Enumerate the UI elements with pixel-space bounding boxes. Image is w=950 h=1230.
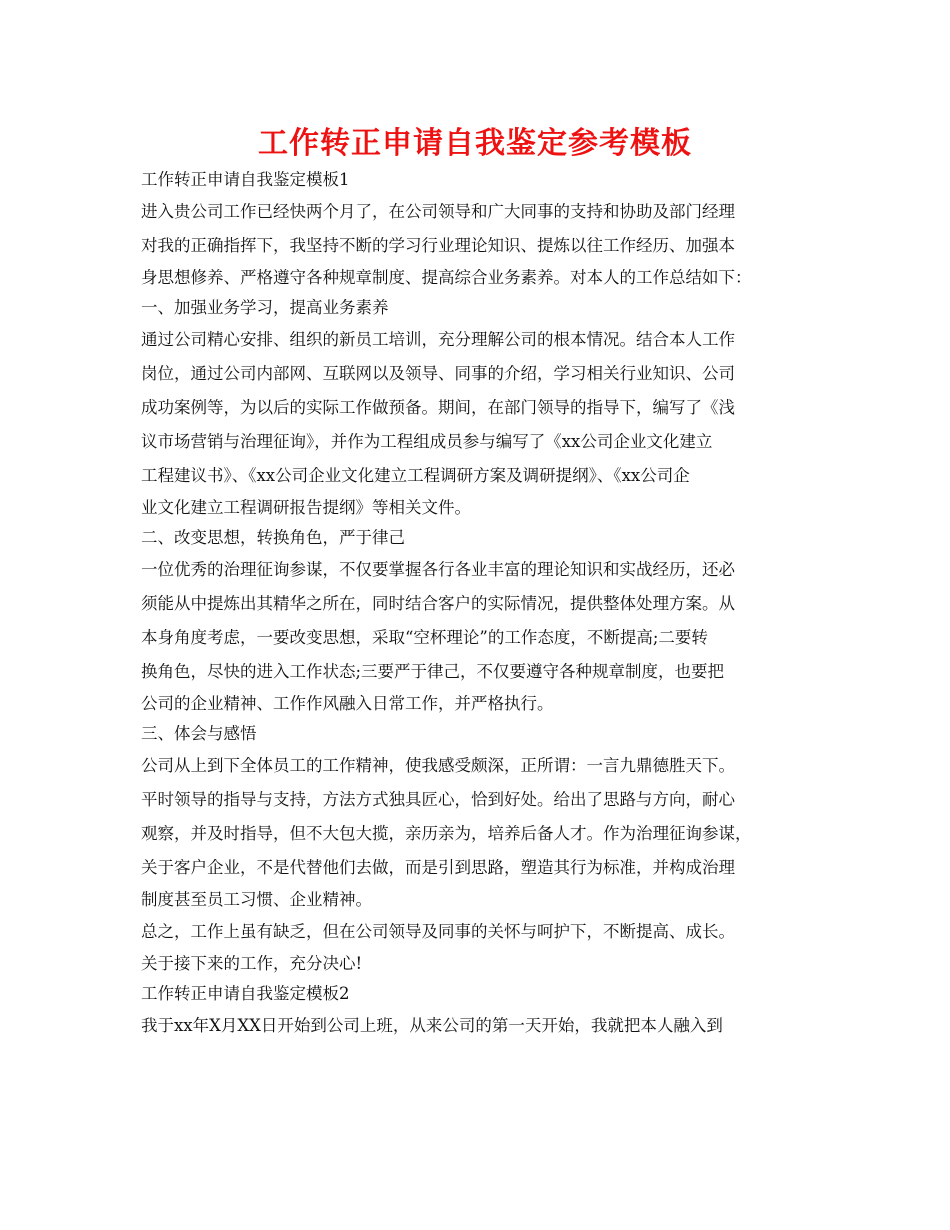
subheading-1: 一、加强业务学习，提高业务素养 [141, 298, 389, 317]
document-body [141, 165, 831, 1043]
paragraph-line: 关于客户企业，不是代替他们去做，而是引到思路，塑造其行为标准，并构成治理 [141, 858, 735, 877]
paragraph-line: 业文化建立工程调研报告提纲》等相关文件。 [141, 498, 471, 517]
section-heading-template-2: 工作转正申请自我鉴定模板2 [141, 984, 350, 1003]
paragraph-line: 工程建议书》、《xx公司企业文化建立工程调研方案及调研提纲》、《xx公司企 [141, 466, 690, 485]
paragraph-line: 成功案例等，为以后的实际工作做预备。期间，在部门领导的指导下，编写了《浅 [141, 398, 735, 417]
paragraph-line: 公司的企业精神、工作作风融入日常工作，并严格执行。 [141, 694, 554, 713]
paragraph-line: 我于xx年X月XX日开始到公司上班，从来公司的第一天开始，我就把本人融入到 [141, 1016, 723, 1035]
paragraph-line: 总之，工作上虽有缺乏，但在公司领导及同事的关怀与呵护下，不断提高、成长。 [141, 922, 735, 941]
paragraph-line: 对我的正确指挥下，我坚持不断的学习行业理论知识、提炼以往工作经历、加强本 [141, 236, 735, 255]
paragraph-line: 议市场营销与治理征询》，并作为工程组成员参与编写了《xx公司企业文化建立 [141, 432, 713, 451]
section-heading-template-1: 工作转正申请自我鉴定模板1 [141, 170, 350, 189]
paragraph-line: 岗位，通过公司内部网、互联网以及领导、同事的介绍，学习相关行业知识、公司 [141, 364, 735, 383]
paragraph-line: 制度甚至员工习惯、企业精神。 [141, 890, 372, 909]
paragraph-line: 一位优秀的治理征询参谋，不仅要掌握各行各业丰富的理论知识和实战经历，还必 [141, 560, 735, 579]
subheading-3: 三、体会与感悟 [141, 724, 257, 743]
subheading-2: 二、改变思想，转换角色，严于律己 [141, 528, 405, 547]
paragraph-line: 须能从中提炼出其精华之所在，同时结合客户的实际情况，提供整体处理方案。从 [141, 594, 735, 613]
paragraph-line: 本身角度考虑，一要改变思想，采取“空杯理论”的工作态度，不断提高;二要转 [141, 628, 708, 647]
paragraph-line: 进入贵公司工作已经快两个月了，在公司领导和广大同事的支持和协助及部门经理 [141, 202, 735, 221]
paragraph-line: 观察，并及时指导，但不大包大揽，亲历亲为，培养后备人才。作为治理征询参谋， [141, 824, 752, 843]
paragraph-line: 平时领导的指导与支持，方法方式独具匠心，恰到好处。给出了思路与方向，耐心 [141, 790, 735, 809]
paragraph-line: 公司从上到下全体员工的工作精神，使我感受颇深，正所谓：一言九鼎德胜天下。 [141, 756, 735, 775]
paragraph-line: 身思想修养、严格遵守各种规章制度、提高综合业务素养。对本人的工作总结如下： [141, 268, 752, 287]
document-title: 工作转正申请自我鉴定参考模板 [258, 126, 692, 161]
paragraph-line: 关于接下来的工作，充分决心! [141, 954, 363, 973]
paragraph-line: 换角色，尽快的进入工作状态;三要严于律己，不仅要遵守各种规章制度，也要把 [141, 662, 725, 681]
paragraph-line: 通过公司精心安排、组织的新员工培训，充分理解公司的根本情况。结合本人工作 [141, 330, 735, 349]
